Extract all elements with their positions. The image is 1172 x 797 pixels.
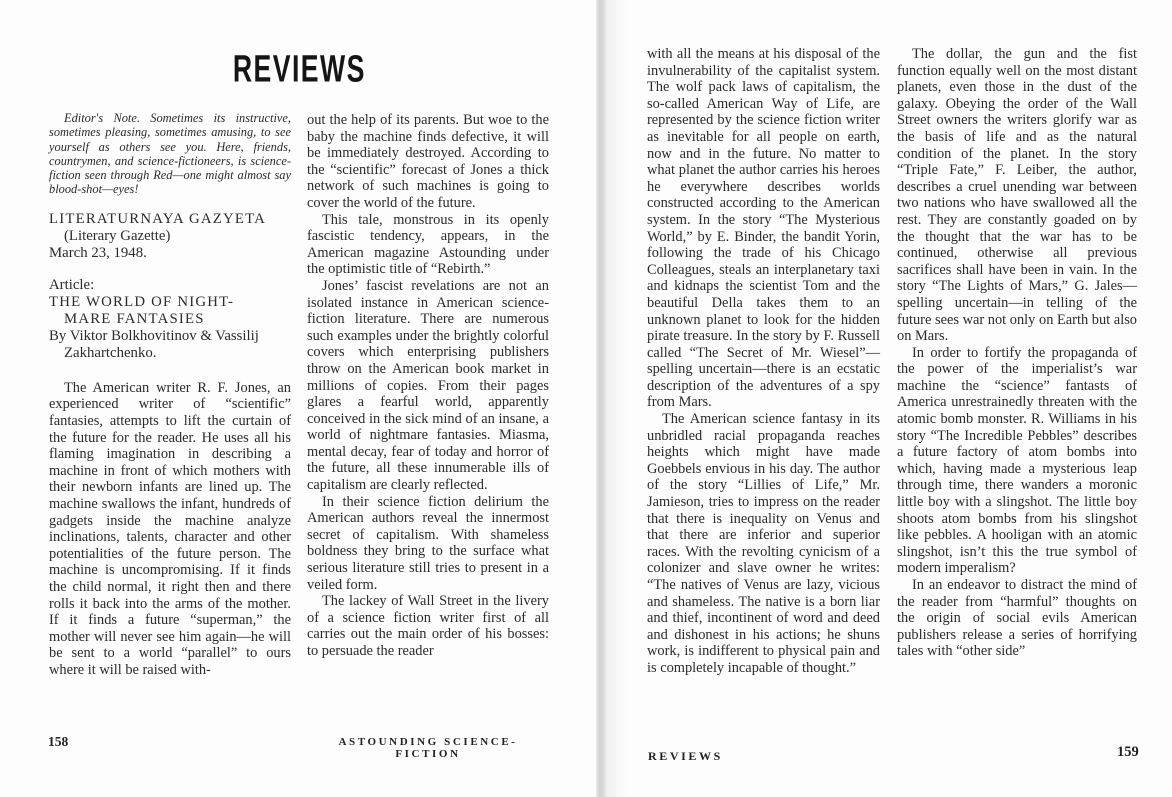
article-byline-line1: By Viktor Bolkhovitinov & Vassilij <box>49 327 259 344</box>
right-page-column-2 <box>897 46 1137 660</box>
page-number-right: 159 <box>1117 744 1139 760</box>
article-heading-block <box>49 277 291 362</box>
paragraph: with all the means at his disposal of the invulnerability of the capitalist system. The wolf pack laws of capitalism, the so-called American Way of Life, are represented by the science fiction writer as inevitable for all people on earth, now and in the future. No matter to what planet the author carries his heroes he everywhere describes worlds constructed according to the American system. In the story “The Mysterious World,” by E. Binder, the bandit Yorin, following the trade of his Chicago Colleagues, steals an interplanetary taxi and kidnaps the scientist Tom and the beautiful Della takes them to an unknown planet to look for the hidden pirate treasure. In the story by F. Russell called “The Secret of Mr. Wiesel”—spelling uncertain—there is an ecstatic description of the adventures of a spy from Mars. <box>647 46 880 411</box>
reviews-title-text: REVIEWS <box>232 47 366 90</box>
page-number-left: 158 <box>48 734 69 749</box>
left-page-column-1 <box>49 111 291 678</box>
source-translation: (Literary Gazette) <box>64 227 171 244</box>
paragraph: In their science fiction delirium the American authors reveal the innermost secret of capitalism. With shameless boldness they bring to the surface what serious literature still tries to present in a veiled form. <box>307 493 549 593</box>
right-page-column-1 <box>647 46 880 677</box>
source-date: March 23, 1948. <box>49 244 147 261</box>
left-page-column-2 <box>307 112 549 660</box>
editors-note: Editor's Note. Sometimes its instructive, sometimes pleasing, sometimes amusing, to see yourself as others see you. Here, friends, countrymen, and science-fictioneers, is science-fiction seen through Red—one might almost say blood-shot—eyes! <box>49 111 291 197</box>
reviews-page-title <box>0 47 598 90</box>
source-name: LITERATURNAYA GAZYETA <box>49 210 267 227</box>
paragraph: This tale, monstrous in its openly fascistic tendency, appears, in the American magazine Astounding under the optimistic title of “Rebirth.” <box>307 211 549 278</box>
article-label: Article: <box>49 276 95 293</box>
page-gutter-shadow <box>607 0 627 797</box>
paragraph: In an endeavor to distract the mind of the reader from “harmful” thoughts on the origin of social evils American publishers release a series of horrifying tales with “other side” <box>897 577 1137 660</box>
running-footer-right: REVIEWS <box>648 749 723 763</box>
page-gutter <box>596 0 607 797</box>
paragraph: In order to fortify the propaganda of the power of the imperialist’s war machine the “science” fantasts of America unrestrainedly threaten with the atomic bomb monster. R. Williams in his story “The Incredible Pebbles” describes a future factory of atom bombs into which, having made a mysterious leap through time, there wanders a moronic little boy with a slingshot. The little boy shoots atom bombs from his slingshot like pebbles. A hooligan with an atomic slingshot, isn’t this the true symbol of modern imperalism? <box>897 344 1137 577</box>
paragraph: The American science fantasy in its unbridled racial propaganda reaches heights which might have made Goebbels envious in his day. The author of the story “Lillies of Life,” Mr. Jamieson, tries to impress on the reader that there is inequality on Venus and that there are inferior and superior races. With the revolting cynicism of a colonizer and slave owner he writes: “The natives of Venus are lazy, vicious and shameless. The native is a born liar and thief, incontinent of word and deed and dishonest in his actions; he shuns work, is indifferent to physical pain and is completely incapable of thought.” <box>647 411 880 676</box>
article-byline-line2: Zakhartchenko. <box>64 344 157 361</box>
paragraph: The lackey of Wall Street in the livery of a science fiction writer first of all carries out the main order of his bosses: to persuade the reader <box>307 593 549 659</box>
paragraph: The dollar, the gun and the fist function equally well on the most distant planets, even those in the dust of the galaxy. Obeying the order of the Wall Street owners the writers glorify war as the basis of life and as the natural condition of the planet. In the story “Triple Fate,” F. Leiber, the author, describes a cruel unending war between two nations who have swallowed all the rest. They are constantly goaded on by the thought that the war has to be continued, otherwise all previous sacrifices shall have been in vain. In the story “The Lights of Mars,” G. Jales—spelling uncertain—in telling of the future sees war not only on Earth but also on Mars. <box>897 46 1137 345</box>
running-footer-left: ASTOUNDING SCIENCE-FICTION <box>338 736 518 760</box>
paragraph: out the help of its parents. But woe to the baby the machine finds defective, it will be immediately destroyed. According to the “scientific” forecast of Jones a thick network of such machines is going to cover the world of the future. <box>307 112 549 211</box>
article-title-line2: MARE FANTASIES <box>64 310 205 327</box>
article-title-line1: THE WORLD OF NIGHT- <box>49 293 235 310</box>
paragraph: Jones’ fascist revelations are not an isolated instance in American science-fiction literature. There are numerous such examples under the brightly colorful covers which enterprising publishers throw on the American book market in millions of copies. From their pages glares a fearful world, apparently conceived in the sick mind of an insane, a world of nightmare fantasies. Miasma, mental decay, fear of today and horror of the future, all these innumerable ills of capitalism are clearly reflected. <box>307 277 549 494</box>
source-citation-block <box>49 211 291 262</box>
paragraph: The American writer R. F. Jones, an experienced writer of “scientific” fantasies, attempts to lift the curtain of the future for the reader. He uses all his flaming imagination in describing a machine in front of which mothers with their newborn infants are lined up. The machine swallows the infant, hundreds of gadgets inside the machine analyze inclinations, talents, character and other potentialities of the future person. The machine is uncompromising. If it finds the child normal, it right then and there rolls it back into the arms of the mother. If it finds a future “superman,” the mother will never see him again—he will be sent to a world “parallel” to ours where it will be raised with- <box>49 379 291 678</box>
